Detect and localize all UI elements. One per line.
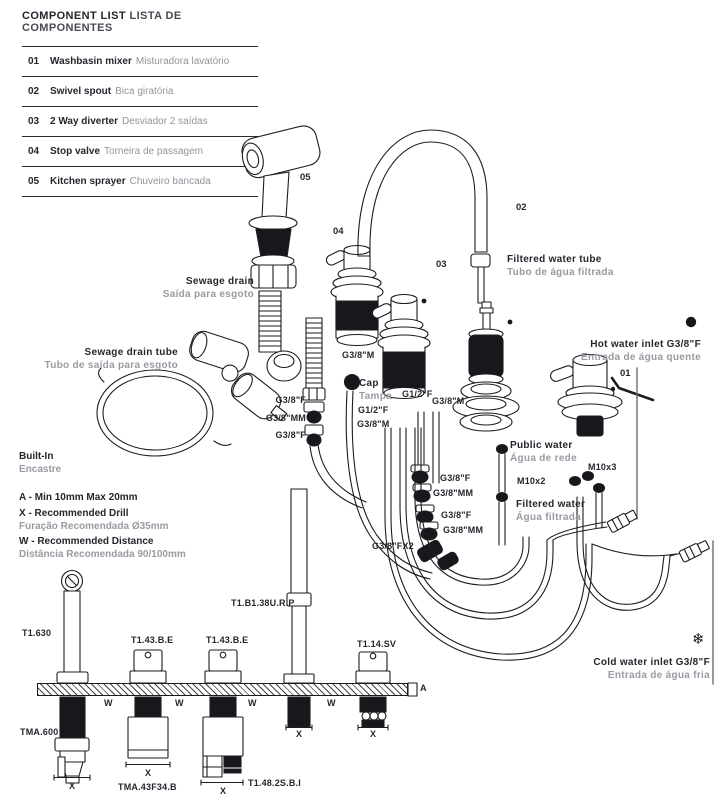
code-t1-b1-38urp: T1.B1.38U.R.P: [231, 598, 295, 608]
label-filtered-water: Filtered water Água filtrada: [516, 499, 586, 523]
part-number-04: 04: [333, 226, 344, 237]
kitchen-sprayer-drawing: [238, 123, 322, 288]
fitting-label-g38f-left3: G3/8"F: [275, 430, 306, 440]
label-sewage-drain-tube: Sewage drain tube Tubo de saída para esgoto: [44, 347, 178, 371]
label-sewage-drain: Sewage drain Saída para esgoto: [162, 276, 254, 300]
fitting-label-g38mm-c2: G3/8"MM: [433, 488, 474, 498]
part-number-02: 02: [516, 202, 527, 213]
component-name-pt: Torneira de passagem: [104, 146, 203, 157]
marker-w-4: W: [327, 698, 336, 708]
note-w: W - Recommended Distance Distância Recomendada 90/100mm: [19, 536, 186, 560]
allen-key-drawing: [612, 378, 653, 400]
label-hot-water-inlet: Hot water inlet G3/8"F Entrada de água quente: [581, 339, 701, 363]
component-name-en: Swivel spout: [50, 86, 112, 97]
marker-x-1: X: [69, 781, 76, 791]
component-name-en: Kitchen sprayer: [50, 176, 126, 187]
threaded-rod-drawing: [303, 318, 325, 400]
component-num: 02: [28, 86, 40, 97]
fitting-label-g12f-b: G1/2"F: [358, 405, 389, 415]
note-x: X - Recommended Drill Furação Recomendada Ø35mm: [19, 508, 169, 532]
fitting-label-m10x3: M10x3: [588, 462, 617, 472]
code-t1-43-be-1: T1.43.B.E: [131, 635, 174, 645]
install-unit-5: [356, 652, 390, 730]
install-unit-3: [201, 650, 243, 785]
component-num: 04: [28, 146, 40, 157]
component-name-en: Stop valve: [50, 146, 101, 157]
fitting-label-g12f-a: G1/2"F: [402, 389, 433, 399]
public-water-stubs-drawing: [497, 445, 508, 546]
component-num: 05: [28, 176, 40, 187]
label-public-water: Public water Água de rede: [510, 440, 577, 464]
note-built-in: Built-In Encastre: [19, 451, 62, 475]
fitting-label-g38mm-left2: G3/8"MM: [265, 413, 306, 423]
fitting-label-g38f-left1: G3/8"F: [275, 395, 306, 405]
component-name-pt: Bica giratória: [115, 86, 174, 97]
label-filtered-water-tube: Filtered water tube Tubo de água filtrada: [507, 254, 614, 278]
install-unit-1: [54, 571, 90, 784]
fitting-label-g38f-c1: G3/8"F: [440, 473, 471, 483]
cartridge-drawing: [453, 302, 519, 431]
snowflake-icon: ❄: [692, 630, 705, 648]
part-number-01: 01: [620, 368, 631, 379]
code-t1-48-2sbi: T1.48.2S.B.I: [248, 778, 301, 788]
marker-a: A: [420, 683, 427, 693]
label-cap: Cap Tampa: [359, 378, 392, 402]
sewage-tube-coil-drawing: [97, 368, 231, 456]
part-number-03: 03: [436, 259, 447, 270]
sewage-ring-nut-drawing: [267, 351, 301, 381]
fitting-label-g38mm-c4: G3/8"MM: [443, 525, 484, 535]
fitting-label-g38f-c3: G3/8"F: [441, 510, 472, 520]
fitting-label-g38m-top: G3/8"M: [342, 350, 375, 360]
component-name-pt: Chuveiro bancada: [129, 176, 211, 187]
component-list-title-en: COMPONENT LIST: [22, 10, 126, 22]
code-tma-43f34b: TMA.43F34.B: [118, 782, 177, 792]
fitting-label-g38m-a: G3/8"M: [432, 396, 465, 406]
fitting-label-m10x2: M10x2: [517, 476, 546, 486]
component-name-en: 2 Way diverter: [50, 116, 118, 127]
code-t1-630: T1.630: [22, 628, 52, 638]
code-t1-14-sv: T1.14.SV: [357, 639, 397, 649]
marker-w-2: W: [175, 698, 184, 708]
component-name-en: Washbasin mixer: [50, 56, 132, 67]
marker-x-5: X: [370, 729, 377, 739]
fitting-label-g38m-b: G3/8"M: [357, 419, 390, 429]
component-num: 03: [28, 116, 40, 127]
component-list-title-pt: LISTA DE COMPONENTES: [22, 10, 182, 34]
note-a: A - Min 10mm Max 20mm: [19, 492, 138, 503]
marker-x-4: X: [296, 729, 303, 739]
install-unit-2: [126, 650, 170, 767]
stop-valve-drawing: [325, 246, 383, 346]
component-name-pt: Desviador 2 saídas: [122, 116, 208, 127]
counter-edge-notch: [408, 683, 417, 696]
filtered-tube-drawing: [471, 254, 490, 267]
marker-x-2: X: [145, 768, 152, 778]
sewage-drain-hose-drawing: [259, 291, 301, 381]
fitting-label-g38fx2: G3/8"FX2: [372, 541, 414, 551]
code-t1-43-be-2: T1.43.B.E: [206, 635, 249, 645]
marker-w-3: W: [248, 698, 257, 708]
marker-w-1: W: [104, 698, 113, 708]
code-tma-600: TMA.600: [20, 727, 59, 737]
label-cold-water-inlet: Cold water inlet G3/8"F Entrada de água fria: [593, 657, 710, 681]
component-num: 01: [28, 56, 40, 67]
component-name-pt: Misturadora lavatório: [135, 56, 230, 67]
part-number-05: 05: [300, 172, 311, 183]
washbasin-mixer-drawing: [549, 355, 622, 437]
install-unit-4: [284, 489, 314, 730]
swivel-spout-drawing: [358, 130, 490, 303]
left-fittings-drawing: [304, 402, 366, 508]
hot-dot-icon: [686, 317, 696, 327]
marker-x-3: X: [220, 786, 227, 796]
